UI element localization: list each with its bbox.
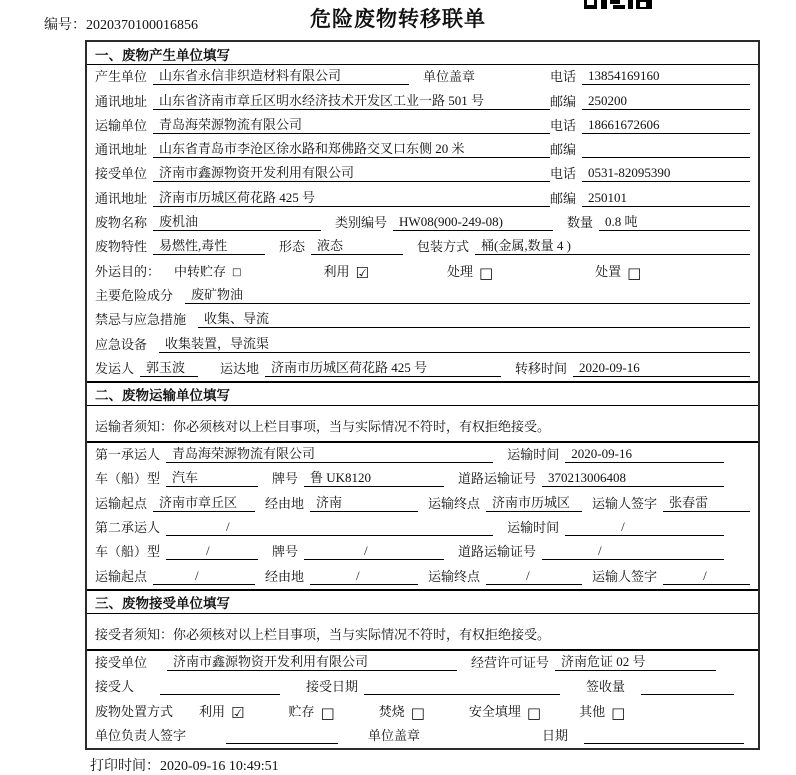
- taboo-measures-label: 禁忌与应急措施: [95, 312, 187, 328]
- disposal-incinerate-checkbox: □: [410, 703, 425, 722]
- transporter-notice: 运输者须知：你必须核对以上栏目事项，当与实际情况不符时，有权拒绝接受。: [87, 406, 758, 443]
- producer-zip-value: 250200: [582, 93, 750, 110]
- received-amount-label: 签收量: [586, 679, 626, 695]
- purpose-label: 外运目的：: [95, 263, 161, 279]
- transfer-form: [85, 40, 760, 750]
- disposal-storage-text: 贮存: [288, 703, 315, 719]
- vehicle1-license-value: 370213006408: [542, 470, 724, 487]
- transfer-time-label: 转移时间: [515, 360, 568, 376]
- route2-start-label: 运输起点: [95, 568, 148, 584]
- carrier2-time-label: 运输时间: [507, 520, 560, 536]
- receiver-address-label: 通讯地址: [95, 190, 148, 206]
- waste-qty-value: 0.8 吨: [599, 211, 750, 231]
- print-time: 打印时间：2020-09-16 10:49:51: [90, 759, 279, 774]
- receiver-zip-value: 250101: [582, 190, 750, 207]
- producer-seal-label: 单位盖章: [423, 69, 476, 85]
- disposal-option-incinerate: [379, 701, 425, 720]
- disposal-option-other: [579, 701, 625, 720]
- producer-value: 山东省永信非织造材料有限公司: [153, 65, 409, 85]
- purpose-dispose-checkbox: □: [627, 263, 642, 282]
- transporter-address-label: 通讯地址: [95, 142, 148, 158]
- route1-sign-value: 张春雷: [663, 492, 750, 512]
- carrier2-value: /: [166, 519, 493, 536]
- transporter-zip-label: 邮编: [549, 142, 576, 158]
- waste-category-label: 类别编号: [335, 215, 388, 231]
- producer-phone-value: 13854169160: [582, 68, 750, 85]
- disposal-landfill-text: 安全填埋: [468, 703, 521, 719]
- disposal-other-checkbox: □: [611, 703, 626, 722]
- purpose-utilize-text: 利用: [323, 263, 350, 279]
- vehicle2-plate-value: /: [304, 543, 444, 560]
- route2-end-label: 运输终点: [428, 568, 481, 584]
- route1-start-label: 运输起点: [95, 495, 148, 511]
- disposal-storage-checkbox: □: [320, 703, 335, 722]
- transporter-address-value: 山东省青岛市李沧区徐水路和郑佛路交叉口东侧 20 米: [153, 138, 550, 158]
- row-hazard-component: [87, 284, 758, 308]
- receiver-value: 济南市鑫源物资开发利用有限公司: [153, 162, 550, 182]
- received-amount-value: [641, 680, 734, 695]
- route2-end-value: /: [486, 568, 582, 585]
- route2-via-label: 经由地: [265, 568, 305, 584]
- section1-header: 一、废物产生单位填写: [87, 42, 758, 65]
- carrier1-value: 青岛海荣源物流有限公司: [166, 443, 493, 463]
- transporter-phone-value: 18661672606: [582, 117, 750, 134]
- row-producer: [87, 65, 758, 89]
- carrier1-time-label: 运输时间: [507, 447, 560, 463]
- waste-character-label: 废物特性: [95, 239, 148, 255]
- purpose-utilize-checkbox: ☑: [355, 263, 369, 282]
- vehicle1-plate-value: 鲁 UK8120: [304, 467, 444, 487]
- producer-address-value: 山东省济南市章丘区明水经济技术开发区工业一路 501 号: [153, 90, 550, 110]
- waste-name-value: 废机油: [153, 211, 321, 231]
- producer-phone-label: 电话: [549, 69, 576, 85]
- row-receiving-unit: [87, 651, 758, 675]
- responsible-sign-value: [226, 729, 338, 744]
- qr-code-partial-icon: [584, 0, 652, 11]
- route1-start-value: 济南市章丘区: [153, 492, 255, 512]
- page-title: 危险废物转移联单: [310, 8, 486, 31]
- route1-sign-label: 运输人签字: [592, 495, 658, 511]
- disposal-incinerate-text: 焚烧: [378, 703, 405, 719]
- hazard-component-label: 主要危险成分: [95, 287, 174, 303]
- row-carrier1: [87, 443, 758, 467]
- serial-value: 2020370100016856: [86, 18, 198, 33]
- producer-address-label: 通讯地址: [95, 93, 148, 109]
- receiving-date-value: [364, 680, 560, 695]
- row-emergency-equipment: [87, 332, 758, 356]
- receiving-person-label: 接受人: [95, 679, 135, 695]
- vehicle2-type-label: 车（船）型: [95, 544, 161, 560]
- receiving-unit-label: 接受单位: [95, 654, 148, 670]
- transporter-label: 运输单位: [95, 117, 148, 133]
- disposal-method-label: 废物处置方式: [95, 703, 174, 719]
- route1-end-label: 运输终点: [428, 495, 481, 511]
- purpose-option-treat: [447, 261, 493, 280]
- permit-label: 经营许可证号: [471, 654, 550, 670]
- purpose-option-transfer-storage: [174, 261, 241, 280]
- row-purpose: [87, 259, 758, 283]
- route2-via-value: /: [310, 568, 418, 585]
- serial-label: 编号：: [44, 18, 86, 33]
- taboo-measures-value: 收集、导流: [198, 308, 750, 328]
- waste-category-value: HW08(900-249-08): [393, 214, 553, 231]
- carrier1-label: 第一承运人: [95, 447, 161, 463]
- receiver-label: 接受单位: [95, 166, 148, 182]
- carrier2-time-value: /: [565, 519, 724, 536]
- row-receiver-address: [87, 186, 758, 210]
- row-receiver: [87, 162, 758, 186]
- disposal-other-text: 其他: [579, 703, 606, 719]
- responsible-sign-label: 单位负责人签字: [95, 727, 187, 743]
- dispatcher-label: 发运人: [95, 360, 135, 376]
- vehicle2-license-value: /: [542, 543, 724, 560]
- row-transporter: [87, 114, 758, 138]
- disposal-utilize-text: 利用: [199, 703, 226, 719]
- disposal-option-landfill: [469, 701, 541, 720]
- producer-zip-label: 邮编: [549, 93, 576, 109]
- vehicle1-plate-label: 牌号: [272, 471, 299, 487]
- receiver-phone-value: 0531-82095390: [582, 165, 750, 182]
- hazard-component-value: 废矿物油: [185, 284, 750, 304]
- row-carrier2: [87, 516, 758, 540]
- receiving-date-label: 接受日期: [306, 679, 359, 695]
- emergency-equipment-label: 应急设备: [95, 336, 148, 352]
- row-vehicle2: [87, 540, 758, 564]
- waste-form-label: 形态: [279, 239, 306, 255]
- route2-sign-value: /: [663, 568, 750, 585]
- row-waste-name: [87, 211, 758, 235]
- purpose-transfer-storage-text: 中转贮存: [174, 263, 227, 279]
- carrier2-label: 第二承运人: [95, 520, 161, 536]
- purpose-treat-text: 处理: [446, 263, 473, 279]
- row-disposal-method: [87, 699, 758, 723]
- receiving-person-value: [160, 680, 280, 695]
- dispatcher-value: 郭玉波: [140, 357, 198, 377]
- purpose-transfer-storage-checkbox: □: [232, 266, 242, 278]
- vehicle2-plate-label: 牌号: [272, 544, 299, 560]
- route1-end-value: 济南市历城区: [486, 492, 582, 512]
- row-transporter-address: [87, 138, 758, 162]
- transporter-phone-label: 电话: [549, 117, 576, 133]
- vehicle1-type-value: 汽车: [166, 467, 258, 487]
- transporter-zip-value: [582, 143, 750, 158]
- row-waste-character: [87, 235, 758, 259]
- waste-qty-label: 数量: [567, 215, 594, 231]
- disposal-utilize-checkbox: ☑: [231, 703, 245, 722]
- purpose-dispose-text: 处置: [595, 263, 622, 279]
- producer-label: 产生单位: [95, 69, 148, 85]
- transfer-time-value: 2020-09-16: [573, 360, 750, 377]
- permit-value: 济南危证 02 号: [555, 651, 716, 671]
- sign-date-value: [584, 729, 744, 744]
- waste-form-value: 液态: [311, 235, 403, 255]
- row-producer-address: [87, 89, 758, 113]
- receiver-zip-label: 邮编: [549, 190, 576, 206]
- disposal-option-utilize: [199, 701, 244, 720]
- section2-header: 二、废物运输单位填写: [87, 381, 758, 406]
- purpose-treat-checkbox: □: [478, 263, 494, 282]
- disposal-landfill-checkbox: □: [526, 703, 542, 722]
- section3-header: 三、废物接受单位填写: [87, 589, 758, 614]
- row-vehicle1: [87, 467, 758, 491]
- destination-value: 济南市历城区荷花路 425 号: [265, 357, 501, 377]
- receiver-address-value: 济南市历城区荷花路 425 号: [153, 187, 550, 207]
- disposal-option-storage: [288, 701, 334, 720]
- route1-via-value: 济南: [310, 492, 418, 512]
- row-responsible-sign: [87, 724, 758, 748]
- waste-character-value: 易燃性,毒性: [153, 235, 265, 255]
- purpose-option-utilize: [323, 261, 368, 280]
- unit-seal-label: 单位盖章: [368, 727, 421, 743]
- transporter-value: 青岛海荣源物流有限公司: [153, 114, 550, 134]
- emergency-equipment-value: 收集装置，导流渠: [159, 333, 750, 353]
- packing-value: 桶(金属,数量 4 ): [475, 235, 750, 255]
- carrier1-time-value: 2020-09-16: [565, 446, 724, 463]
- row-dispatch: [87, 357, 758, 381]
- route1-via-label: 经由地: [265, 495, 305, 511]
- receiver-notice: 接受者须知：你必须核对以上栏目事项，当与实际情况不符时，有权拒绝接受。: [87, 614, 758, 651]
- vehicle2-license-label: 道路运输证号: [458, 544, 537, 560]
- vehicle2-type-value: /: [166, 543, 258, 560]
- receiving-unit-value: 济南市鑫源物资开发利用有限公司: [167, 651, 457, 671]
- route2-sign-label: 运输人签字: [592, 568, 658, 584]
- sign-date-label: 日期: [542, 727, 569, 743]
- receiver-phone-label: 电话: [549, 166, 576, 182]
- destination-label: 运达地: [220, 360, 260, 376]
- route2-start-value: /: [153, 568, 255, 585]
- purpose-option-dispose: [595, 261, 641, 280]
- vehicle1-license-label: 道路运输证号: [458, 471, 537, 487]
- vehicle1-type-label: 车（船）型: [95, 471, 161, 487]
- row-route1: [87, 491, 758, 515]
- waste-name-label: 废物名称: [95, 215, 148, 231]
- row-taboo-measures: [87, 308, 758, 332]
- row-route2: [87, 564, 758, 588]
- packing-label: 包装方式: [417, 239, 470, 255]
- row-receiving-person: [87, 675, 758, 699]
